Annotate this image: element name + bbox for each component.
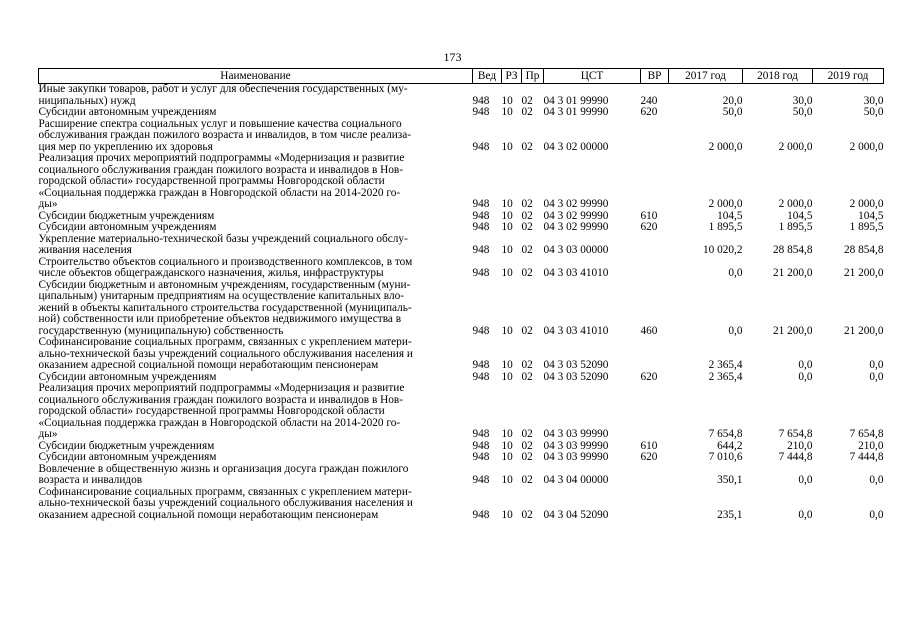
table-row <box>39 107 884 119</box>
row-ved: 948 <box>472 221 490 233</box>
table-row <box>39 487 884 522</box>
row-name: Строительство объектов социального и производственного комплексов, в том числе объектов общегражданского назначения, жилья, инфраструктуры <box>38 255 413 279</box>
row-pr: 02 <box>521 474 533 486</box>
row-pr: 02 <box>521 428 533 440</box>
row-pr: 02 <box>521 359 533 371</box>
row-cst: 04 3 04 00000 <box>543 474 609 486</box>
table-row <box>39 280 884 338</box>
header-name: Наименование <box>39 69 473 84</box>
row-name: Субсидии бюджетным и автономным учреждениям, государственным (муни- ципальным) унитарным предприятиям на осуществление капитальных вло- жений в объекты капитального строительства государственной (муниципаль- ной) собственности или приобретение объектов недвижимого имущества в государственную (муниципальную) собственность <box>38 278 412 337</box>
row-pr: 02 <box>521 439 533 452</box>
row-value-2018: 30,0 <box>792 94 813 107</box>
row-value-2019: 104,5 <box>858 209 884 222</box>
row-pr: 02 <box>521 140 533 153</box>
row-value-2019: 7 654,8 <box>849 428 884 440</box>
row-name: Софинансирование социальных программ, связанных с укреплением матери- ально-технической базы учреждений социального обслуживания населения и оказанием адресной социальной помощи неработающим пенсионерам <box>38 485 413 521</box>
row-value-2018: 7 654,8 <box>778 428 813 440</box>
row-value-2018: 0,0 <box>798 508 813 521</box>
table-row <box>39 222 884 234</box>
row-vr: 620 <box>640 370 658 383</box>
row-value-2018: 0,0 <box>798 474 813 486</box>
row-ved: 948 <box>472 428 490 440</box>
row-value-2017: 644,2 <box>717 439 743 452</box>
row-vr: 620 <box>640 451 658 463</box>
row-value-2019: 30,0 <box>863 94 884 107</box>
row-cst: 04 3 01 99990 <box>543 94 609 107</box>
row-pr: 02 <box>521 244 533 256</box>
row-ved: 948 <box>472 106 490 118</box>
row-rz: 10 <box>501 244 513 256</box>
header-2018: 2018 год <box>743 69 813 84</box>
row-name: Вовлечение в общественную жизнь и организация досуга граждан пожилого возраста и инвалидов <box>38 462 409 486</box>
row-value-2018: 0,0 <box>798 359 813 371</box>
row-value-2017: 0,0 <box>728 324 743 337</box>
row-rz: 10 <box>501 359 513 371</box>
row-value-2017: 2 000,0 <box>708 198 743 210</box>
row-rz: 10 <box>501 451 513 463</box>
row-value-2018: 7 444,8 <box>778 451 813 463</box>
budget-table <box>38 68 884 521</box>
row-rz: 10 <box>501 140 513 153</box>
table-row <box>39 119 884 154</box>
row-cst: 04 3 03 99990 <box>543 428 609 440</box>
row-value-2018: 104,5 <box>787 209 813 222</box>
row-vr <box>641 337 669 372</box>
row-ved: 948 <box>472 439 490 452</box>
row-name: Субсидии бюджетным учреждениям <box>38 439 215 452</box>
row-value-2018: 2 000,0 <box>778 198 813 210</box>
row-vr: 460 <box>640 324 658 337</box>
row-name: Субсидии автономным учреждениям <box>38 451 217 463</box>
row-value-2018: 0,0 <box>798 370 813 383</box>
row-cst: 04 3 01 99990 <box>543 106 609 118</box>
row-name: Софинансирование социальных программ, связанных с укреплением матери- ально-технической базы учреждений социального обслуживания населения и оказанием адресной социальной помощи неработающим пенсионерам <box>38 336 413 371</box>
row-value-2017: 50,0 <box>722 106 743 118</box>
row-value-2018: 21 200,0 <box>772 267 813 279</box>
row-value-2019: 0,0 <box>869 474 884 486</box>
row-ved: 948 <box>472 451 490 463</box>
table-row <box>39 464 884 487</box>
row-ved: 948 <box>472 370 490 383</box>
row-pr: 02 <box>521 324 533 337</box>
row-cst: 04 3 04 52090 <box>543 508 609 521</box>
row-name: Иные закупки товаров, работ и услуг для обеспечения государственных (му- ниципальных) нужд <box>38 83 408 107</box>
row-pr: 02 <box>521 209 533 222</box>
page-number: 173 <box>443 50 462 64</box>
table-row <box>39 257 884 280</box>
row-cst: 04 3 03 41010 <box>543 267 609 279</box>
row-cst: 04 3 03 00000 <box>543 244 609 256</box>
row-vr <box>641 257 669 280</box>
row-pr: 02 <box>521 370 533 383</box>
row-vr: 240 <box>640 94 658 107</box>
row-value-2019: 28 854,8 <box>843 244 884 256</box>
row-vr <box>641 234 669 257</box>
row-name: Реализация прочих мероприятий подпрограммы «Модернизация и развитие социального обслуживания граждан пожилого возраста и инвалидов в Нов- городской области» государственной программы Новгородской области «Социальная поддержка граждан в Новгородской области на 2014-2020 го- ды» <box>38 152 405 210</box>
row-value-2019: 0,0 <box>869 508 884 521</box>
row-value-2019: 7 444,8 <box>849 451 884 463</box>
row-vr <box>641 119 669 154</box>
row-rz: 10 <box>501 198 513 210</box>
row-rz: 10 <box>501 508 513 521</box>
row-name: Реализация прочих мероприятий подпрограммы «Модернизация и развитие социального обслуживания граждан пожилого возраста и инвалидов в Нов- городской области» государственной программы Новгородской области «Социальная поддержка граждан в Новгородской области на 2014-2020 го- ды» <box>38 382 405 440</box>
row-pr: 02 <box>521 94 533 107</box>
table-row <box>39 234 884 257</box>
row-value-2019: 2 000,0 <box>849 140 884 153</box>
row-vr: 620 <box>640 106 658 118</box>
row-ved: 948 <box>472 244 490 256</box>
row-value-2017: 20,0 <box>722 94 743 107</box>
row-name: Субсидии автономным учреждениям <box>38 370 217 383</box>
row-vr: 610 <box>640 209 658 222</box>
row-pr: 02 <box>521 508 533 521</box>
header-vr: ВР <box>641 69 669 84</box>
row-cst: 04 3 02 99990 <box>543 221 609 233</box>
header-2019: 2019 год <box>813 69 884 84</box>
row-rz: 10 <box>501 221 513 233</box>
table-header-row <box>39 69 884 84</box>
row-name: Субсидии автономным учреждениям <box>38 106 217 118</box>
row-pr: 02 <box>521 267 533 279</box>
header-ved: Вед <box>473 69 502 84</box>
row-name: Субсидии автономным учреждениям <box>38 221 217 233</box>
row-pr: 02 <box>521 198 533 210</box>
row-cst: 04 3 02 99990 <box>543 198 609 210</box>
row-vr: 620 <box>640 221 658 233</box>
row-rz: 10 <box>501 370 513 383</box>
row-cst: 04 3 02 00000 <box>543 140 609 153</box>
header-2017: 2017 год <box>669 69 743 84</box>
row-cst: 04 3 03 41010 <box>543 324 609 337</box>
row-vr <box>641 487 669 522</box>
row-value-2017: 7 654,8 <box>708 428 743 440</box>
row-value-2019: 0,0 <box>869 370 884 383</box>
row-ved: 948 <box>472 209 490 222</box>
row-value-2017: 104,5 <box>717 209 743 222</box>
table-row <box>39 153 884 211</box>
row-vr: 610 <box>640 439 658 452</box>
row-value-2019: 210,0 <box>858 439 884 452</box>
row-value-2017: 0,0 <box>728 267 743 279</box>
row-ved: 948 <box>472 324 490 337</box>
row-rz: 10 <box>501 209 513 222</box>
row-value-2017: 1 895,5 <box>708 221 743 233</box>
row-value-2017: 2 365,4 <box>708 359 743 371</box>
row-cst: 04 3 03 52090 <box>543 370 609 383</box>
row-value-2019: 0,0 <box>869 359 884 371</box>
row-name: Укрепление материально-технической базы учреждений социального обслу- живания населения <box>38 232 408 256</box>
row-value-2017: 2 365,4 <box>708 370 743 383</box>
row-value-2019: 21 200,0 <box>843 324 884 337</box>
row-value-2018: 210,0 <box>787 439 813 452</box>
row-rz: 10 <box>501 428 513 440</box>
row-ved: 948 <box>472 198 490 210</box>
row-value-2017: 2 000,0 <box>708 140 743 153</box>
row-cst: 04 3 03 99990 <box>543 439 609 452</box>
table-row <box>39 452 884 464</box>
row-name: Субсидии бюджетным учреждениям <box>38 209 215 222</box>
row-value-2019: 1 895,5 <box>849 221 884 233</box>
row-value-2017: 350,1 <box>717 474 743 486</box>
row-cst: 04 3 03 99990 <box>543 451 609 463</box>
row-rz: 10 <box>501 267 513 279</box>
row-value-2017: 7 010,6 <box>708 451 743 463</box>
row-rz: 10 <box>501 474 513 486</box>
table-row <box>39 337 884 372</box>
row-pr: 02 <box>521 451 533 463</box>
row-vr <box>641 383 669 441</box>
row-value-2019: 21 200,0 <box>843 267 884 279</box>
row-rz: 10 <box>501 106 513 118</box>
row-ved: 948 <box>472 508 490 521</box>
row-rz: 10 <box>501 94 513 107</box>
row-value-2018: 21 200,0 <box>772 324 813 337</box>
row-value-2018: 1 895,5 <box>778 221 813 233</box>
row-ved: 948 <box>472 267 490 279</box>
row-value-2018: 28 854,8 <box>772 244 813 256</box>
row-ved: 948 <box>472 474 490 486</box>
table-row <box>39 84 884 108</box>
row-vr <box>641 153 669 211</box>
header-pr: Пр <box>522 69 544 84</box>
row-rz: 10 <box>501 439 513 452</box>
table-row <box>39 383 884 441</box>
row-value-2017: 10 020,2 <box>702 244 743 256</box>
row-value-2019: 2 000,0 <box>849 198 884 210</box>
row-ved: 948 <box>472 94 490 107</box>
header-rz: РЗ <box>502 69 522 84</box>
row-value-2018: 2 000,0 <box>778 140 813 153</box>
row-vr <box>641 464 669 487</box>
row-cst: 04 3 02 99990 <box>543 209 609 222</box>
row-name: Расширение спектра социальных услуг и повышение качества социального обслуживания граждан пожилого возраста и инвалидов, в том числе реализа- ция мер по укреплению их здоровья <box>38 117 411 153</box>
row-pr: 02 <box>521 106 533 118</box>
row-value-2017: 235,1 <box>717 508 743 521</box>
row-ved: 948 <box>472 140 490 153</box>
row-value-2019: 50,0 <box>863 106 884 118</box>
row-ved: 948 <box>472 359 490 371</box>
header-cst: ЦСТ <box>544 69 641 84</box>
row-rz: 10 <box>501 324 513 337</box>
row-value-2018: 50,0 <box>792 106 813 118</box>
row-pr: 02 <box>521 221 533 233</box>
row-cst: 04 3 03 52090 <box>543 359 609 371</box>
